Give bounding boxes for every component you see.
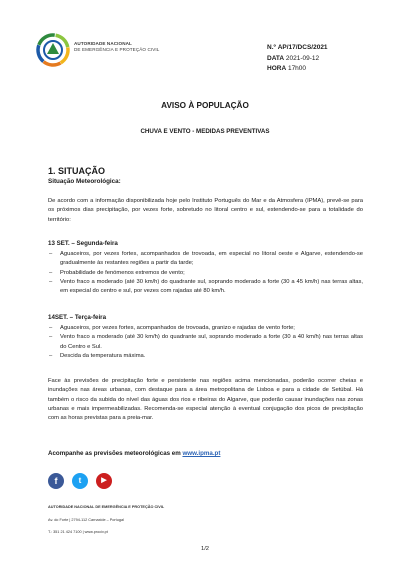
forecast-list-monday — [48, 250, 363, 296]
time-label: HORA — [267, 65, 287, 72]
twitter-icon[interactable]: t — [72, 473, 88, 489]
org-name-line2: DE EMERGÊNCIA E PROTEÇÃO CIVIL — [74, 47, 160, 52]
follow-text: Acompanhe as previsões meteorológicas em — [48, 450, 183, 457]
list-item: – Vento fraco a moderado (até 30 km/h) do quadrante sul, soprando moderado a forte (30 a 45 km/h) nas terras altas, em especial do centro e sul, por vezes com rajadas até 80 km/h. — [48, 278, 363, 297]
list-item: – Aguaceiros, por vezes fortes, acompanhados de trovoada, granizo e rajadas de vento forte; — [48, 324, 363, 333]
list-item: – Aguaceiros, por vezes fortes, acompanhados de trovoada, em especial no litoral oeste e Algarve, estendendo-se gradualmente às restantes regiões a partir da tarde; — [48, 250, 363, 269]
facebook-icon[interactable]: f — [48, 473, 64, 489]
date-label: DATA — [267, 54, 285, 62]
list-item: – Probabilidade de fenómenos extremos de vento; — [48, 269, 363, 278]
document-meta — [267, 43, 328, 75]
footer-address: Av. do Forte | 2794-112 Carnaxide – Portugal — [48, 518, 124, 522]
document-subtitle: CHUVA E VENTO - MEDIDAS PREVENTIVAS — [140, 128, 270, 135]
page-number: 1/2 — [200, 546, 210, 552]
day-label-tuesday: 14SET. – Terça-feira — [48, 314, 107, 321]
date-value: 2021-09-12 — [285, 54, 320, 62]
footer-org: AUTORIDADE NACIONAL DE EMERGÊNCIA E PROTEÇÃO CIVIL — [48, 505, 165, 509]
list-item: – Descida da temperatura máxima. — [48, 352, 363, 361]
closing-paragraph: Face às previsões de precipitação forte e persistente nas regiões acima mencionadas, poderão ocorrer cheias e inundações nas áreas urbanas, com destaque para a área metropolitana de Lisboa e para a cidade de Setúbal. Há também o risco da subida do nível das águas dos rios e ribeiras do Algarve, que poderão causar inundações nas zonas urbanas e mais impermeabilizadas. Recomenda-se especial atenção à eventual conjugação dos picos de precipitação com as horas previstas para a preia-mar. — [48, 378, 363, 422]
section-subheading: Situação Meteorológica: — [48, 178, 121, 185]
section-heading: 1. SITUAÇÃO — [48, 166, 106, 176]
day-label-monday: 13 SET. – Segunda-feira — [48, 240, 118, 247]
forecast-list-tuesday — [48, 324, 363, 361]
ref-value: AP/17/DCS/2021 — [277, 44, 328, 51]
list-item: – Vento fraco a moderado (até 30 km/h) do quadrante sul, soprando moderado a forte (30 a 40 km/h) nas terras altas do Centro e Sul. — [48, 333, 363, 352]
time-value: 17h00 — [287, 65, 307, 72]
document-title: AVISO À POPULAÇÃO — [161, 101, 249, 110]
footer-contact: T.: 351 21 424 7100 | www.prociv.pt — [48, 530, 108, 534]
org-name-line1: AUTORIDADE NACIONAL — [74, 41, 132, 46]
youtube-icon[interactable]: ▶ — [96, 473, 112, 489]
follow-forecast — [48, 450, 220, 457]
intro-paragraph: De acordo com a informação disponibilizada hoje pelo Instituto Português do Mar e da Atmosfera (IPMA), prevê-se para os próximos dias precipitação, por vezes forte, sobretudo no litoral centro e sul, estendendo-se para a totalidade do território: — [48, 198, 363, 223]
ipma-link[interactable]: www.ipma.pt — [182, 450, 221, 457]
ref-label: N.º — [267, 44, 276, 51]
org-name — [74, 41, 159, 53]
